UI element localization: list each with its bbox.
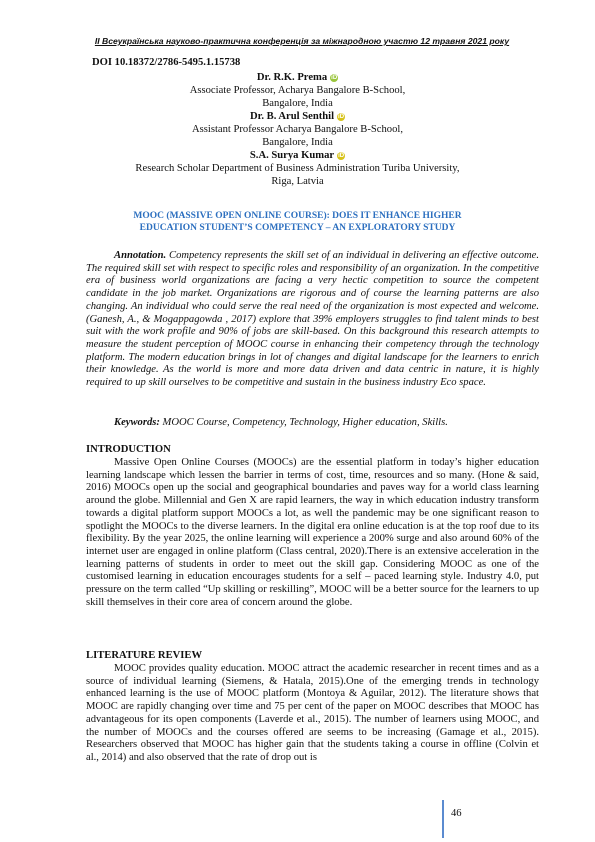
author-location: Bangalore, India bbox=[262, 98, 333, 109]
introduction-paragraph: Massive Open Online Courses (MOOCs) are the essential platform in today’s higher education learning landscape which lessen the barrier in terms of cost, time, resources and so many. (Hone & said, 2016) MOOCs open up the social and geographical boundaries and paves way for a world class learning around the globe. Millennial and Gen X are rapid learners, the way in which education industry transform towards a digital platform support MOOCs a lot, as well the pandemic may be one significant reason to spotlight the MOOCs to the diverse learners. In the digital era online education is at the top roof due to its flexibility. By the year 2025, the online learning will experience a 200% surge and also around 60% of the internet user are engaged in online platform (Class central, 2020).There is an extensive acceleration in the learning patterns of students in order to meet out the skill gap. Considering MOOC as one of the customised learning in education encourages students for a self – paced learning style. Industry 4.0, put pressure on the term called “Up skilling or reskilling”, MOOC will be a better source for the learners to up skill themselves in their core area of concern around the globe. bbox=[86, 457, 539, 608]
author-1 bbox=[70, 71, 525, 110]
section-heading-introduction: INTRODUCTION bbox=[86, 444, 171, 455]
footer-rule bbox=[442, 800, 444, 838]
section-heading-literature: LITERATURE REVIEW bbox=[86, 650, 203, 661]
author-name: Dr. B. Arul Senthil bbox=[249, 111, 335, 122]
orcid-icon[interactable]: iD bbox=[338, 153, 345, 159]
literature-paragraph: MOOC provides quality education. MOOC attract the academic researcher in recent times and as a source of individual learning (Siemens, & Hatala, 2015).One of the emerging trends in technology enhanced learning is the use of MOOC platform (Montoya & Aguilar, 2012). The literature shows that MOOC are rapidly changing over time and 75 per cent of the paper on MOOC describes that MOOC has advantageous for its open components (Laverde et al., 2015). The number of learners using MOOC, and the number of MOOCs and the courses offered are seems to be increasing (Gamage et al., 2015). Researchers observed that MOOC has higher gain that the students taking a course in offline (Colvin et al., 2014) and also observed that the rate of drop out is bbox=[86, 663, 539, 763]
paper-title bbox=[70, 210, 525, 234]
annotation-label: Annotation. bbox=[114, 250, 167, 261]
author-3 bbox=[70, 149, 525, 188]
author-2 bbox=[70, 110, 525, 149]
title-line: EDUCATION STUDENT’S COMPETENCY – AN EXPLORATORY STUDY bbox=[139, 223, 456, 233]
author-location: Bangalore, India bbox=[262, 137, 333, 148]
doi: DOI 10.18372/2786-5495.1.15738 bbox=[92, 57, 241, 68]
author-location: Riga, Latvia bbox=[271, 176, 324, 187]
annotation-text: Competency represents the skill set of an individual in delivering an effective outcome. The required skill set with respect to specific roles and responsibility of an organization. In the competitive era of business world organizations are facing a very hectic competition to source the competent candidate in the job market. Organizations are rigorous and of course the learning patterns are also changing. An individual who could serve the real need of the organization is most expected and welcome. (Ganesh, A., & Mogappagowda , 2017) explore that 39% employers struggles to find talent minds to best suit with the work profile and 90% of jobs are skill-based. On this background this research attempts to measure the student perception of MOOC course in enhancing their competency through the technology platform. The modern education brings in lot of changes and digital landscape for the learners to enrich their knowledge. As the world is more and more data driven and data centric in nature, it is highly required to up skill ourselves to be competitive and sustain in the business industry Eco space. bbox=[86, 250, 539, 389]
keywords-text: MOOC Course, Competency, Technology, Higher education, Skills. bbox=[159, 417, 448, 428]
page-number: 46 bbox=[451, 808, 462, 819]
author-name: Dr. R.K. Prema bbox=[256, 72, 328, 83]
author-affiliation: Associate Professor, Acharya Bangalore B-School, bbox=[189, 85, 406, 96]
author-affiliation: Research Scholar Department of Business Administration Turiba University, bbox=[135, 163, 460, 174]
orcid-icon[interactable]: iD bbox=[338, 114, 345, 120]
keywords-paragraph bbox=[86, 417, 539, 430]
author-block bbox=[70, 71, 525, 188]
annotation-paragraph bbox=[86, 250, 539, 390]
author-affiliation: Assistant Professor Acharya Bangalore B-School, bbox=[192, 124, 403, 135]
title-line: MOOC (MASSIVE OPEN ONLINE COURSE): DOES IT ENHANCE HIGHER bbox=[133, 211, 462, 221]
running-header: II Всеукраїнська науково-практична конференція за міжнародною участю 12 травня 2021 року bbox=[94, 36, 510, 46]
author-name: S.A. Surya Kumar bbox=[249, 150, 335, 161]
orcid-icon[interactable]: iD bbox=[331, 75, 338, 81]
keywords-label: Keywords: bbox=[114, 417, 160, 428]
